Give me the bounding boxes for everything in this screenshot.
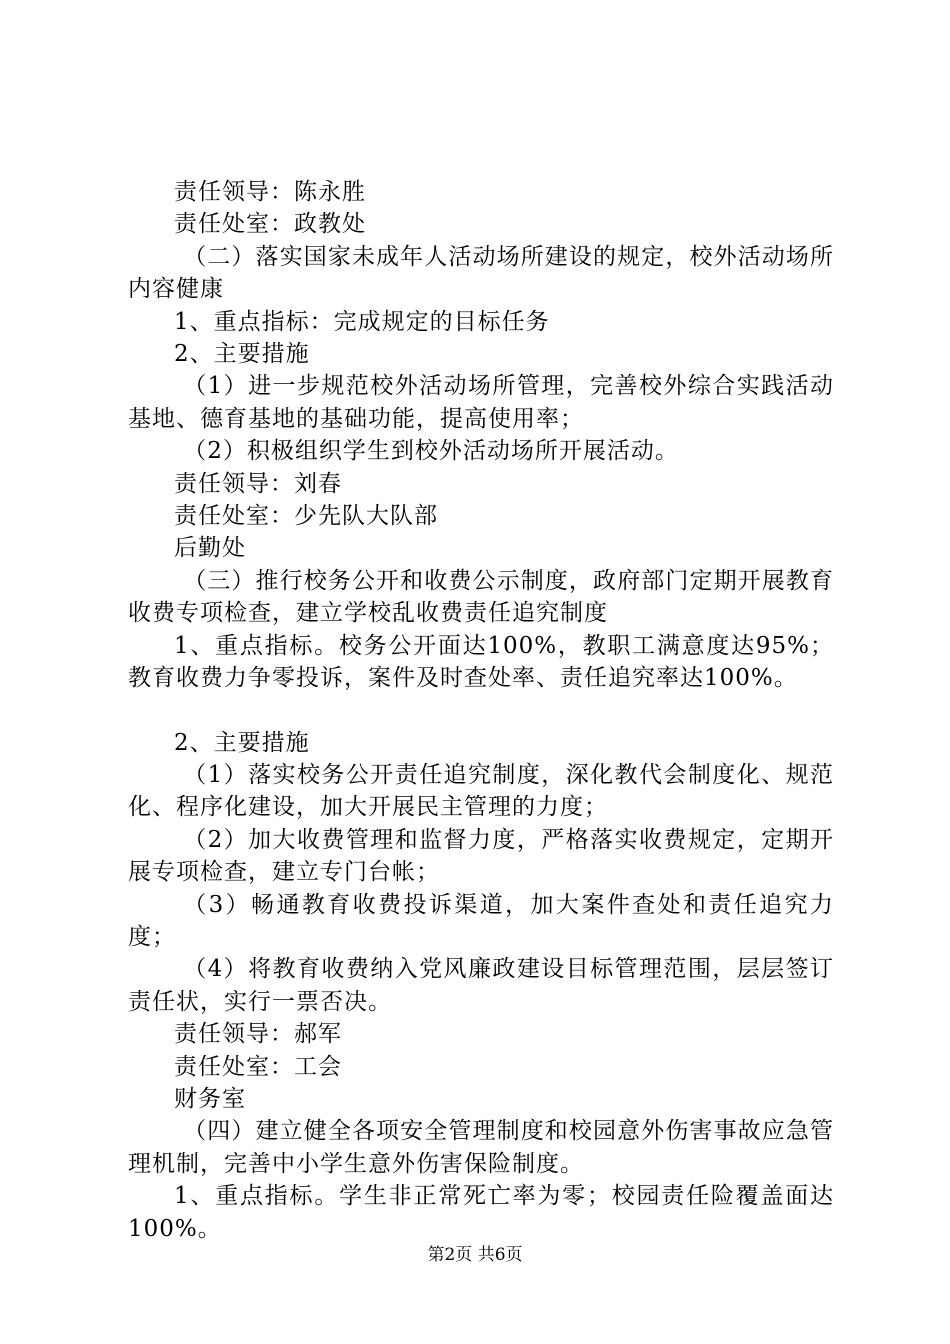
section-heading: （三）推行校务公开和收费公示制度，政府部门定期开展教育收费专项检查，建立学校乱收费责任追究制度 (128, 567, 834, 627)
paragraph: 责任领导：陈永胜 (174, 179, 366, 205)
paragraph: 责任处室：工会 (174, 1053, 342, 1080)
measure-item: （2）加大收费管理和监督力度，严格落实收费规定，定期开展专项检查，建立专门台帐； (128, 826, 834, 886)
measure-item: （1）进一步规范校外活动场所管理，完善校外综合实践活动基地、德育基地的基础功能，提高使用率； (128, 373, 834, 432)
page-number-footer: 第2页 共6页 (427, 1245, 523, 1265)
paragraph: 责任处室：政教处 (174, 211, 366, 238)
paragraph: 财务室 (174, 1085, 246, 1112)
paragraph: 2、主要措施 (174, 341, 310, 368)
paragraph: 1、重点指标。校务公开面达100%，教职工满意度达95%；教育收费力争零投诉，案件及时查处率、责任追究率达100%。 (128, 632, 834, 692)
measure-item: （1）落实校务公开责任追究制度，深化教代会制度化、规范化、程序化建设，加大开展民主管理的力度； (128, 761, 834, 821)
paragraph: 2、主要措施 (174, 729, 310, 756)
section-heading: （二）落实国家未成年人活动场所建设的规定，校外活动场所内容健康 (128, 243, 834, 303)
paragraph: 责任处室：少先队大队部 (174, 503, 438, 530)
measure-item: （4）将教育收费纳入党风廉政建设目标管理范围，层层签订责任状，实行一票否决。 (128, 956, 834, 1015)
paragraph: 1、重点指标。学生非正常死亡率为零；校园责任险覆盖面达100%。 (128, 1183, 834, 1242)
paragraph: 1、重点指标：完成规定的目标任务 (174, 308, 550, 335)
section-heading: （四）建立健全各项安全管理制度和校园意外伤害事故应急管理机制，完善中小学生意外伤害保险制度。 (128, 1118, 834, 1177)
paragraph: 责任领导：刘春 (174, 470, 342, 497)
measure-item: （3）畅通教育收费投诉渠道，加大案件查处和责任追究力度； (128, 891, 834, 950)
paragraph: 后勤处 (174, 535, 246, 562)
document-body (128, 176, 834, 1245)
paragraph: 责任领导：郝军 (174, 1021, 342, 1048)
measure-item: （2）积极组织学生到校外活动场所开展活动。 (183, 438, 679, 465)
